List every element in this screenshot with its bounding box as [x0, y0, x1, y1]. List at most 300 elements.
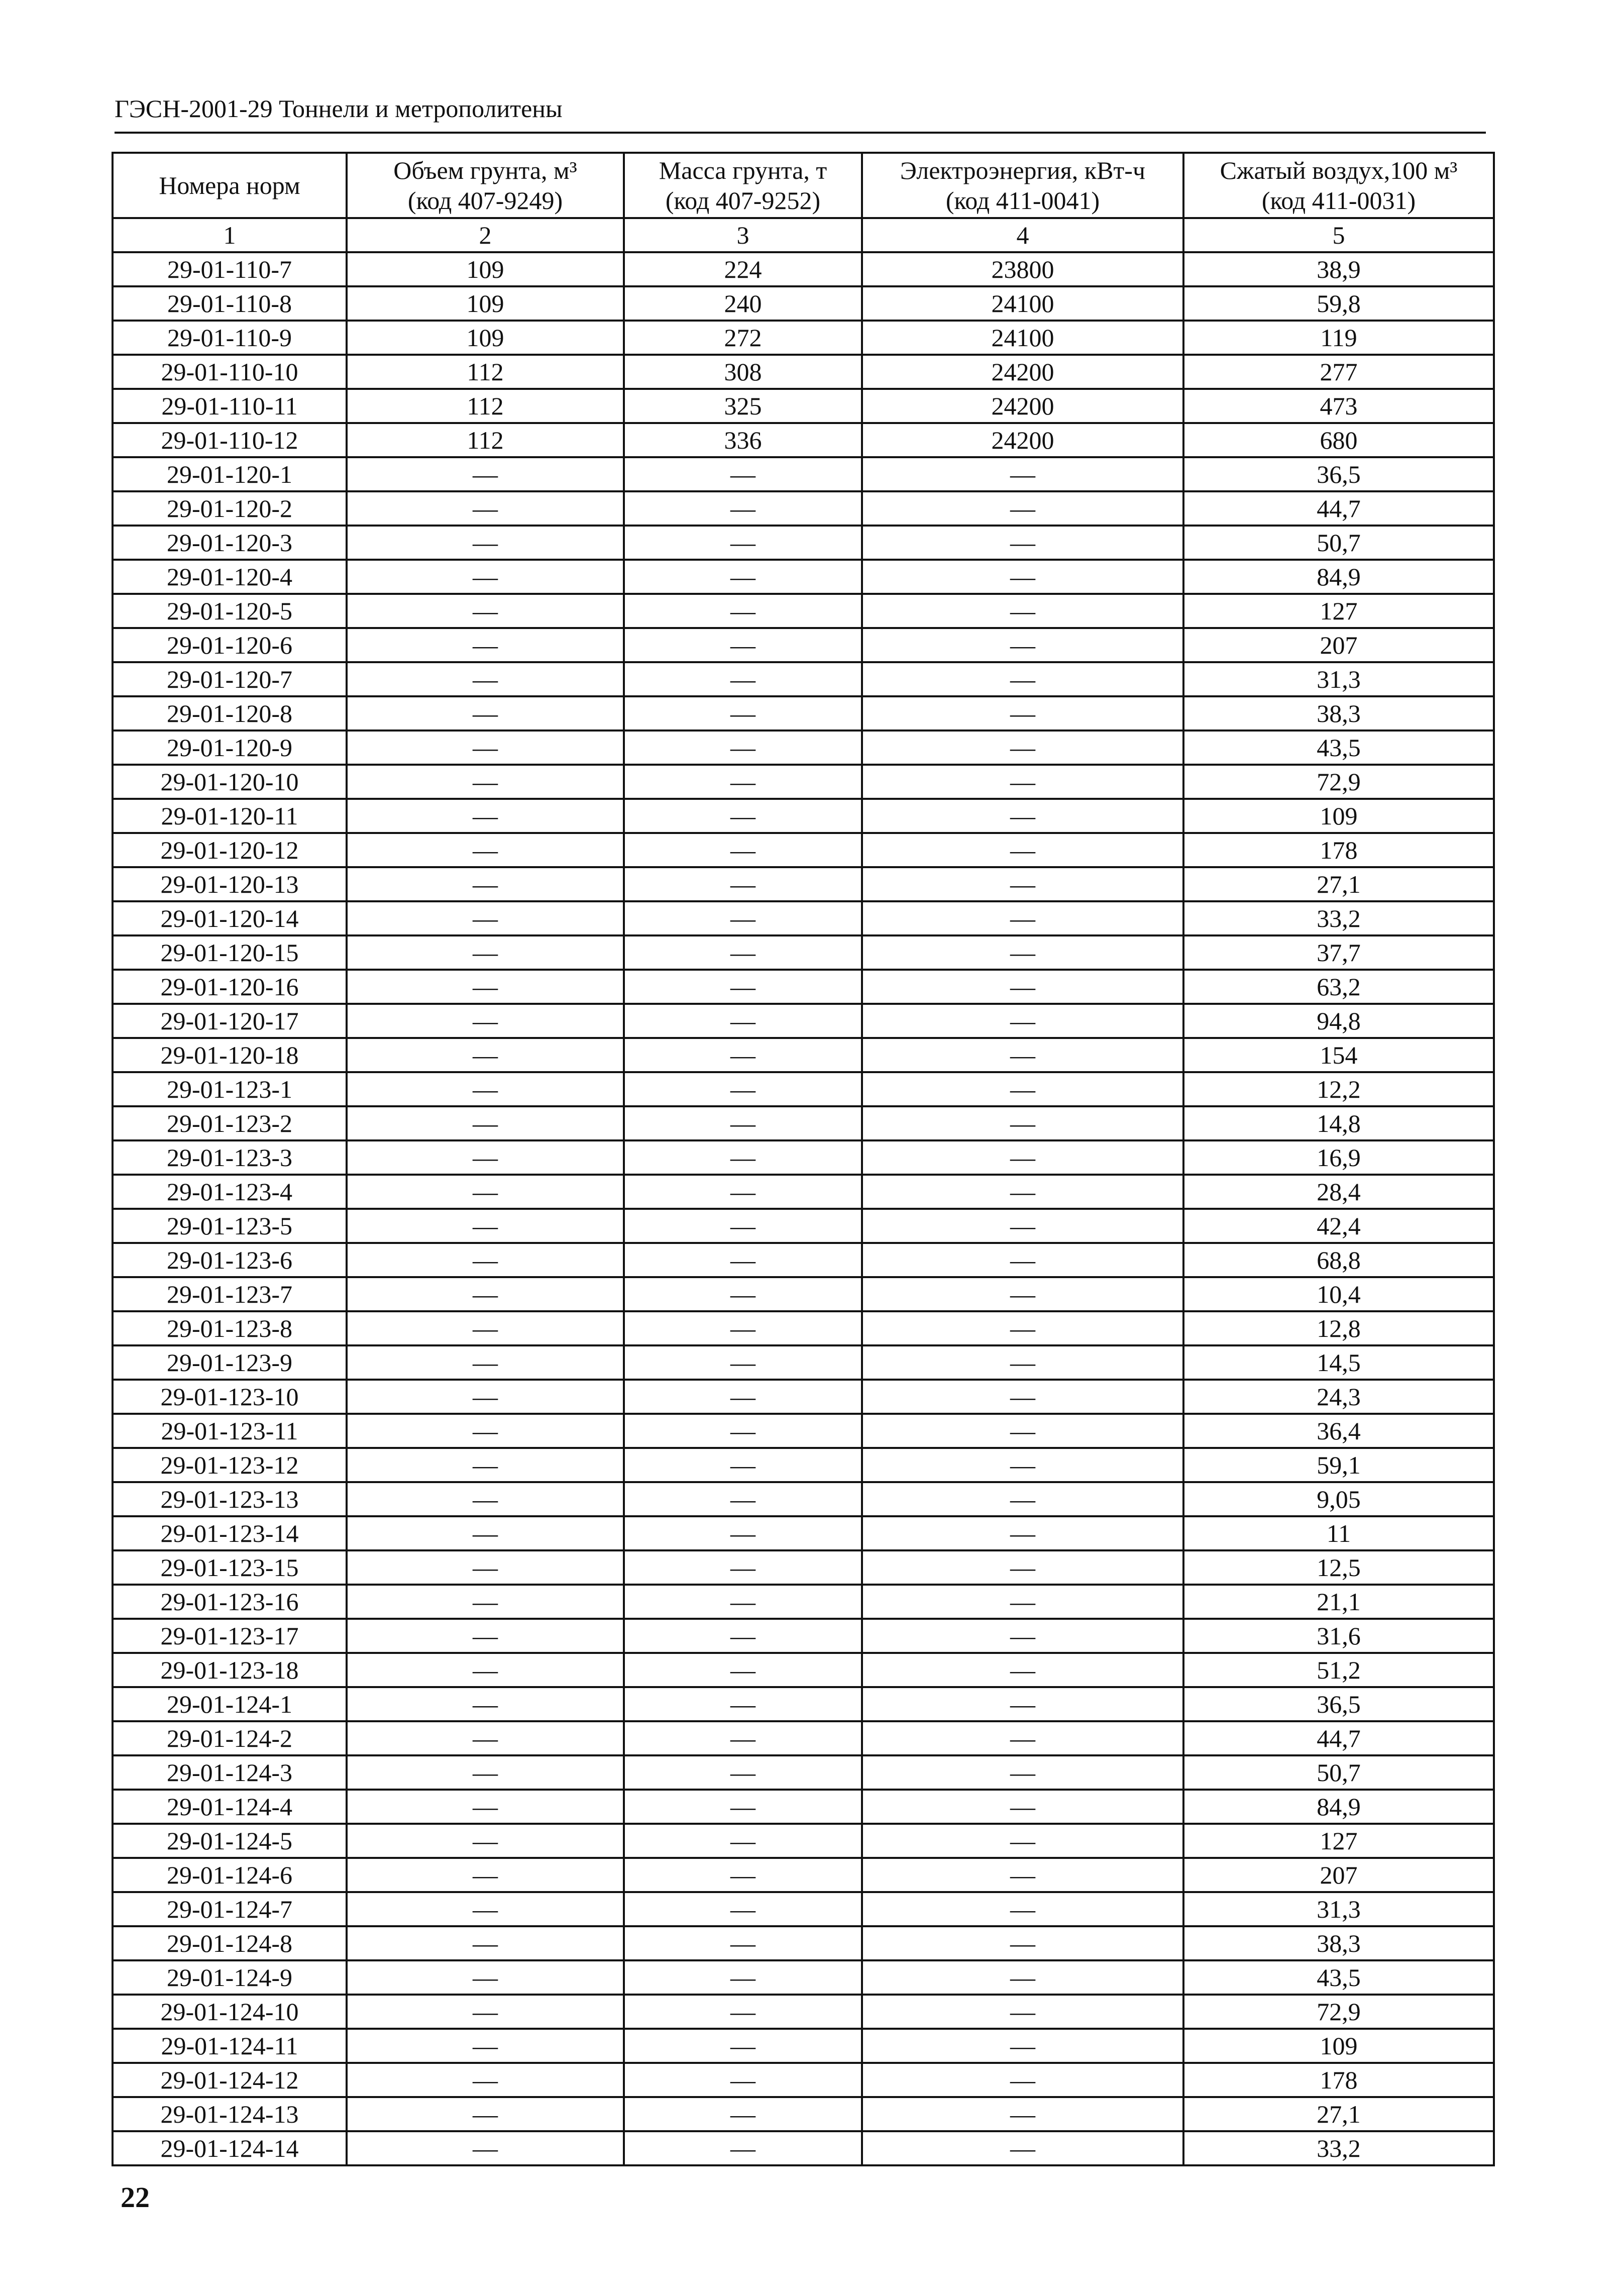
norm-number-cell: 29-01-123-13: [113, 1482, 347, 1516]
norm-number-cell: 29-01-120-13: [113, 867, 347, 901]
compressed-air-cell: 84,9: [1183, 1790, 1494, 1824]
soil-mass-cell: —: [624, 1995, 862, 2029]
soil-mass-cell: —: [624, 1824, 862, 1858]
soil-volume-cell: —: [347, 730, 624, 765]
norm-number-cell: 29-01-123-15: [113, 1550, 347, 1585]
electricity-cell: —: [862, 1345, 1183, 1380]
norm-number-cell: 29-01-124-11: [113, 2029, 347, 2063]
compressed-air-cell: 50,7: [1183, 526, 1494, 560]
electricity-cell: —: [862, 662, 1183, 696]
table-row: [113, 423, 1494, 457]
soil-volume-cell: —: [347, 935, 624, 970]
norm-number-cell: 29-01-120-2: [113, 491, 347, 526]
electricity-cell: —: [862, 1687, 1183, 1721]
electricity-cell: —: [862, 1140, 1183, 1175]
table-row: [113, 1311, 1494, 1345]
electricity-cell: —: [862, 2097, 1183, 2131]
norm-number-cell: 29-01-120-3: [113, 526, 347, 560]
electricity-cell: —: [862, 799, 1183, 833]
header-line: Объем грунта, м³: [393, 156, 577, 184]
compressed-air-cell: 10,4: [1183, 1277, 1494, 1311]
soil-volume-cell: —: [347, 765, 624, 799]
soil-volume-cell: —: [347, 1072, 624, 1106]
page-number: 22: [121, 2181, 150, 2214]
norm-number-cell: 29-01-123-6: [113, 1243, 347, 1277]
soil-mass-cell: —: [624, 1687, 862, 1721]
soil-mass-cell: —: [624, 1926, 862, 1960]
electricity-cell: —: [862, 560, 1183, 594]
electricity-cell: —: [862, 1277, 1183, 1311]
compressed-air-cell: 207: [1183, 628, 1494, 662]
table-row: [113, 1345, 1494, 1380]
table-row: [113, 1721, 1494, 1755]
column-number: 5: [1183, 218, 1494, 252]
norm-number-cell: 29-01-124-13: [113, 2097, 347, 2131]
compressed-air-cell: 37,7: [1183, 935, 1494, 970]
soil-volume-cell: —: [347, 1926, 624, 1960]
soil-mass-cell: —: [624, 2029, 862, 2063]
soil-mass-cell: —: [624, 2097, 862, 2131]
compressed-air-cell: 33,2: [1183, 901, 1494, 935]
electricity-cell: —: [862, 935, 1183, 970]
table-row: [113, 1858, 1494, 1892]
soil-mass-cell: —: [624, 1482, 862, 1516]
soil-mass-cell: —: [624, 799, 862, 833]
compressed-air-cell: 94,8: [1183, 1004, 1494, 1038]
soil-volume-cell: —: [347, 1995, 624, 2029]
norm-number-cell: 29-01-123-1: [113, 1072, 347, 1106]
compressed-air-cell: 31,3: [1183, 1892, 1494, 1926]
soil-mass-cell: —: [624, 1072, 862, 1106]
electricity-cell: —: [862, 1550, 1183, 1585]
table-row: [113, 867, 1494, 901]
compressed-air-cell: 50,7: [1183, 1755, 1494, 1790]
table-row: [113, 1550, 1494, 1585]
electricity-cell: —: [862, 1619, 1183, 1653]
compressed-air-cell: 24,3: [1183, 1380, 1494, 1414]
table-row: [113, 526, 1494, 560]
soil-volume-cell: —: [347, 1106, 624, 1140]
table-row: [113, 1482, 1494, 1516]
resource-norms-table: [112, 152, 1495, 2166]
soil-mass-cell: —: [624, 1653, 862, 1687]
soil-volume-cell: —: [347, 594, 624, 628]
table-row: [113, 1175, 1494, 1209]
compressed-air-cell: 42,4: [1183, 1209, 1494, 1243]
norm-number-cell: 29-01-120-9: [113, 730, 347, 765]
header-soil-mass: [624, 153, 862, 218]
electricity-cell: —: [862, 1209, 1183, 1243]
norm-number-cell: 29-01-120-12: [113, 833, 347, 867]
compressed-air-cell: 31,3: [1183, 662, 1494, 696]
soil-volume-cell: —: [347, 1209, 624, 1243]
soil-mass-cell: —: [624, 457, 862, 491]
electricity-cell: —: [862, 970, 1183, 1004]
soil-volume-cell: —: [347, 1755, 624, 1790]
table-row: [113, 1004, 1494, 1038]
soil-mass-cell: —: [624, 1243, 862, 1277]
soil-mass-cell: —: [624, 730, 862, 765]
compressed-air-cell: 127: [1183, 1824, 1494, 1858]
norm-number-cell: 29-01-124-7: [113, 1892, 347, 1926]
column-number: 3: [624, 218, 862, 252]
soil-mass-cell: —: [624, 1585, 862, 1619]
soil-mass-cell: —: [624, 1311, 862, 1345]
soil-volume-cell: —: [347, 2063, 624, 2097]
norm-number-cell: 29-01-124-6: [113, 1858, 347, 1892]
soil-mass-cell: —: [624, 2063, 862, 2097]
table-row: [113, 457, 1494, 491]
table-row: [113, 1140, 1494, 1175]
norm-number-cell: 29-01-120-5: [113, 594, 347, 628]
soil-mass-cell: —: [624, 1448, 862, 1482]
electricity-cell: 23800: [862, 252, 1183, 286]
compressed-air-cell: 43,5: [1183, 730, 1494, 765]
table-body: [113, 252, 1494, 2165]
compressed-air-cell: 72,9: [1183, 1995, 1494, 2029]
compressed-air-cell: 207: [1183, 1858, 1494, 1892]
compressed-air-cell: 63,2: [1183, 970, 1494, 1004]
table-row: [113, 1414, 1494, 1448]
table-row: [113, 1926, 1494, 1960]
norm-number-cell: 29-01-123-18: [113, 1653, 347, 1687]
table-row: [113, 1755, 1494, 1790]
soil-volume-cell: —: [347, 1414, 624, 1448]
norm-number-cell: 29-01-120-17: [113, 1004, 347, 1038]
electricity-cell: 24200: [862, 355, 1183, 389]
electricity-cell: —: [862, 1790, 1183, 1824]
soil-volume-cell: —: [347, 628, 624, 662]
compressed-air-cell: 28,4: [1183, 1175, 1494, 1209]
table-row: [113, 1790, 1494, 1824]
compressed-air-cell: 33,2: [1183, 2131, 1494, 2165]
compressed-air-cell: 109: [1183, 2029, 1494, 2063]
compressed-air-cell: 12,5: [1183, 1550, 1494, 1585]
compressed-air-cell: 59,1: [1183, 1448, 1494, 1482]
table-row: [113, 1585, 1494, 1619]
table-row: [113, 1380, 1494, 1414]
soil-mass-cell: 336: [624, 423, 862, 457]
soil-mass-cell: —: [624, 1140, 862, 1175]
soil-volume-cell: —: [347, 662, 624, 696]
table-row: [113, 696, 1494, 730]
soil-volume-cell: —: [347, 1790, 624, 1824]
soil-volume-cell: —: [347, 1550, 624, 1585]
compressed-air-cell: 36,5: [1183, 457, 1494, 491]
compressed-air-cell: 72,9: [1183, 765, 1494, 799]
electricity-cell: —: [862, 730, 1183, 765]
soil-mass-cell: —: [624, 867, 862, 901]
compressed-air-cell: 11: [1183, 1516, 1494, 1550]
electricity-cell: —: [862, 1243, 1183, 1277]
electricity-cell: —: [862, 1653, 1183, 1687]
soil-mass-cell: —: [624, 765, 862, 799]
soil-mass-cell: 272: [624, 321, 862, 355]
table-header-row: [113, 153, 1494, 218]
soil-mass-cell: 224: [624, 252, 862, 286]
norm-number-cell: 29-01-120-8: [113, 696, 347, 730]
electricity-cell: —: [862, 833, 1183, 867]
electricity-cell: —: [862, 2029, 1183, 2063]
table-row: [113, 2097, 1494, 2131]
header-line: Номера норм: [159, 171, 300, 199]
soil-volume-cell: —: [347, 1824, 624, 1858]
column-number: 1: [113, 218, 347, 252]
table-row: [113, 765, 1494, 799]
electricity-cell: —: [862, 1926, 1183, 1960]
table-row: [113, 1892, 1494, 1926]
compressed-air-cell: 277: [1183, 355, 1494, 389]
norm-number-cell: 29-01-123-3: [113, 1140, 347, 1175]
header-norm-numbers: [113, 153, 347, 218]
soil-volume-cell: —: [347, 1516, 624, 1550]
soil-volume-cell: —: [347, 457, 624, 491]
electricity-cell: —: [862, 1414, 1183, 1448]
table-row: [113, 1653, 1494, 1687]
compressed-air-cell: 44,7: [1183, 1721, 1494, 1755]
norm-number-cell: 29-01-124-4: [113, 1790, 347, 1824]
electricity-cell: —: [862, 765, 1183, 799]
soil-volume-cell: —: [347, 1277, 624, 1311]
soil-volume-cell: 112: [347, 423, 624, 457]
soil-volume-cell: —: [347, 799, 624, 833]
soil-volume-cell: —: [347, 867, 624, 901]
norm-number-cell: 29-01-120-7: [113, 662, 347, 696]
table-row: [113, 1072, 1494, 1106]
soil-volume-cell: 112: [347, 355, 624, 389]
table-row: [113, 594, 1494, 628]
norm-number-cell: 29-01-110-7: [113, 252, 347, 286]
soil-volume-cell: —: [347, 1585, 624, 1619]
electricity-cell: —: [862, 1448, 1183, 1482]
electricity-cell: —: [862, 1038, 1183, 1072]
soil-volume-cell: —: [347, 1482, 624, 1516]
compressed-air-cell: 9,05: [1183, 1482, 1494, 1516]
soil-mass-cell: —: [624, 1345, 862, 1380]
soil-mass-cell: —: [624, 1858, 862, 1892]
norm-number-cell: 29-01-120-11: [113, 799, 347, 833]
soil-volume-cell: —: [347, 1858, 624, 1892]
electricity-cell: 24100: [862, 286, 1183, 321]
table-row: [113, 662, 1494, 696]
norm-number-cell: 29-01-124-14: [113, 2131, 347, 2165]
compressed-air-cell: 473: [1183, 389, 1494, 423]
page-header-title: ГЭСН-2001-29 Тоннели и метрополитены: [115, 94, 563, 123]
compressed-air-cell: 119: [1183, 321, 1494, 355]
compressed-air-cell: 31,6: [1183, 1619, 1494, 1653]
soil-volume-cell: 112: [347, 389, 624, 423]
norm-number-cell: 29-01-124-8: [113, 1926, 347, 1960]
soil-mass-cell: 308: [624, 355, 862, 389]
soil-mass-cell: —: [624, 594, 862, 628]
table-row: [113, 1448, 1494, 1482]
table-row: [113, 1106, 1494, 1140]
norm-number-cell: 29-01-123-17: [113, 1619, 347, 1653]
table-row: [113, 833, 1494, 867]
norm-number-cell: 29-01-124-9: [113, 1960, 347, 1995]
norm-number-cell: 29-01-123-4: [113, 1175, 347, 1209]
header-soil-volume: [347, 153, 624, 218]
soil-mass-cell: —: [624, 491, 862, 526]
compressed-air-cell: 51,2: [1183, 1653, 1494, 1687]
soil-mass-cell: —: [624, 1550, 862, 1585]
compressed-air-cell: 84,9: [1183, 560, 1494, 594]
header-line: Сжатый воздух,100 м³: [1220, 156, 1458, 184]
electricity-cell: 24100: [862, 321, 1183, 355]
electricity-cell: —: [862, 1721, 1183, 1755]
table-row: [113, 970, 1494, 1004]
soil-mass-cell: —: [624, 526, 862, 560]
electricity-cell: —: [862, 1960, 1183, 1995]
electricity-cell: 24200: [862, 423, 1183, 457]
electricity-cell: —: [862, 901, 1183, 935]
soil-volume-cell: 109: [347, 321, 624, 355]
norm-number-cell: 29-01-123-2: [113, 1106, 347, 1140]
table-row: [113, 1960, 1494, 1995]
electricity-cell: —: [862, 1858, 1183, 1892]
soil-volume-cell: —: [347, 833, 624, 867]
norm-number-cell: 29-01-123-8: [113, 1311, 347, 1345]
table-row: [113, 560, 1494, 594]
norm-number-cell: 29-01-110-12: [113, 423, 347, 457]
electricity-cell: —: [862, 1380, 1183, 1414]
soil-mass-cell: 240: [624, 286, 862, 321]
compressed-air-cell: 178: [1183, 833, 1494, 867]
soil-volume-cell: —: [347, 560, 624, 594]
electricity-cell: —: [862, 696, 1183, 730]
header-code: (код 411-0041): [945, 186, 1100, 215]
soil-mass-cell: —: [624, 1175, 862, 1209]
soil-volume-cell: —: [347, 1345, 624, 1380]
compressed-air-cell: 109: [1183, 799, 1494, 833]
soil-volume-cell: —: [347, 1380, 624, 1414]
norm-number-cell: 29-01-124-1: [113, 1687, 347, 1721]
norm-number-cell: 29-01-120-15: [113, 935, 347, 970]
norm-number-cell: 29-01-110-9: [113, 321, 347, 355]
table-row: [113, 628, 1494, 662]
electricity-cell: —: [862, 1072, 1183, 1106]
soil-volume-cell: —: [347, 1004, 624, 1038]
table-row: [113, 491, 1494, 526]
electricity-cell: —: [862, 526, 1183, 560]
soil-volume-cell: —: [347, 1038, 624, 1072]
soil-mass-cell: —: [624, 1619, 862, 1653]
compressed-air-cell: 14,5: [1183, 1345, 1494, 1380]
norm-number-cell: 29-01-120-16: [113, 970, 347, 1004]
soil-volume-cell: —: [347, 1140, 624, 1175]
soil-mass-cell: —: [624, 901, 862, 935]
table-row: [113, 1209, 1494, 1243]
soil-mass-cell: —: [624, 696, 862, 730]
compressed-air-cell: 12,8: [1183, 1311, 1494, 1345]
table-row: [113, 730, 1494, 765]
soil-volume-cell: —: [347, 1892, 624, 1926]
column-number-row: [113, 218, 1494, 252]
soil-mass-cell: 325: [624, 389, 862, 423]
compressed-air-cell: 16,9: [1183, 1140, 1494, 1175]
compressed-air-cell: 27,1: [1183, 867, 1494, 901]
soil-mass-cell: —: [624, 1721, 862, 1755]
soil-volume-cell: 109: [347, 252, 624, 286]
norm-number-cell: 29-01-110-10: [113, 355, 347, 389]
norm-number-cell: 29-01-110-11: [113, 389, 347, 423]
soil-mass-cell: —: [624, 2131, 862, 2165]
soil-mass-cell: —: [624, 833, 862, 867]
header-code: (код 407-9252): [665, 186, 821, 215]
electricity-cell: 24200: [862, 389, 1183, 423]
soil-mass-cell: —: [624, 1106, 862, 1140]
header-line: Электроэнергия, кВт-ч: [900, 156, 1146, 184]
compressed-air-cell: 127: [1183, 594, 1494, 628]
soil-volume-cell: —: [347, 970, 624, 1004]
electricity-cell: —: [862, 1824, 1183, 1858]
soil-volume-cell: —: [347, 1619, 624, 1653]
compressed-air-cell: 14,8: [1183, 1106, 1494, 1140]
norm-number-cell: 29-01-120-6: [113, 628, 347, 662]
compressed-air-cell: 27,1: [1183, 2097, 1494, 2131]
soil-volume-cell: —: [347, 1243, 624, 1277]
norm-number-cell: 29-01-123-7: [113, 1277, 347, 1311]
norm-number-cell: 29-01-123-5: [113, 1209, 347, 1243]
electricity-cell: —: [862, 2131, 1183, 2165]
norm-number-cell: 29-01-120-1: [113, 457, 347, 491]
soil-mass-cell: —: [624, 1038, 862, 1072]
soil-mass-cell: —: [624, 1892, 862, 1926]
table-row: [113, 1619, 1494, 1653]
compressed-air-cell: 38,3: [1183, 696, 1494, 730]
table-row: [113, 2029, 1494, 2063]
soil-mass-cell: —: [624, 662, 862, 696]
table-row: [113, 355, 1494, 389]
soil-volume-cell: —: [347, 1721, 624, 1755]
electricity-cell: —: [862, 1892, 1183, 1926]
table-row: [113, 286, 1494, 321]
soil-mass-cell: —: [624, 970, 862, 1004]
electricity-cell: —: [862, 491, 1183, 526]
soil-mass-cell: —: [624, 1414, 862, 1448]
soil-volume-cell: —: [347, 1960, 624, 1995]
compressed-air-cell: 178: [1183, 2063, 1494, 2097]
table-row: [113, 1277, 1494, 1311]
table-row: [113, 1824, 1494, 1858]
norm-number-cell: 29-01-123-14: [113, 1516, 347, 1550]
table-row: [113, 1038, 1494, 1072]
compressed-air-cell: 38,9: [1183, 252, 1494, 286]
electricity-cell: —: [862, 1175, 1183, 1209]
soil-mass-cell: —: [624, 1516, 862, 1550]
soil-volume-cell: —: [347, 2029, 624, 2063]
soil-volume-cell: —: [347, 1175, 624, 1209]
header-electricity: [862, 153, 1183, 218]
table-row: [113, 1995, 1494, 2029]
table-row: [113, 901, 1494, 935]
electricity-cell: —: [862, 457, 1183, 491]
soil-mass-cell: —: [624, 1209, 862, 1243]
electricity-cell: —: [862, 2063, 1183, 2097]
table-row: [113, 1243, 1494, 1277]
compressed-air-cell: 44,7: [1183, 491, 1494, 526]
compressed-air-cell: 680: [1183, 423, 1494, 457]
electricity-cell: —: [862, 1995, 1183, 2029]
norm-number-cell: 29-01-124-12: [113, 2063, 347, 2097]
soil-mass-cell: —: [624, 1277, 862, 1311]
table-row: [113, 1516, 1494, 1550]
soil-volume-cell: —: [347, 1448, 624, 1482]
electricity-cell: —: [862, 1755, 1183, 1790]
table-row: [113, 2131, 1494, 2165]
norm-number-cell: 29-01-124-3: [113, 1755, 347, 1790]
norm-number-cell: 29-01-120-18: [113, 1038, 347, 1072]
